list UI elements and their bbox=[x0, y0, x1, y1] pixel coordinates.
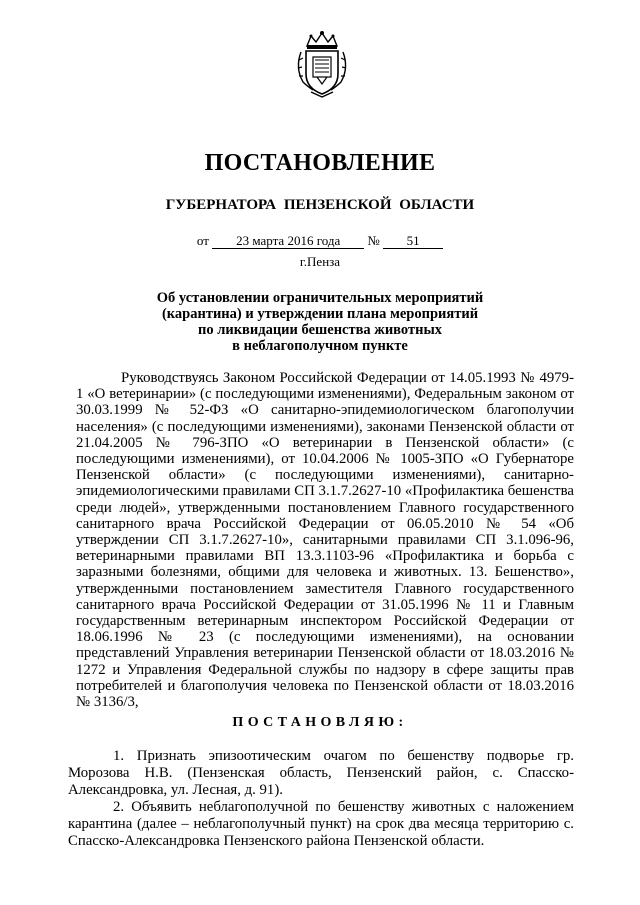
document-date: 23 марта 2016 года bbox=[212, 234, 364, 249]
decree-heading: ПОСТАНОВЛЯЮ: bbox=[232, 715, 408, 730]
document-heading bbox=[120, 290, 520, 354]
document-number: 51 bbox=[383, 234, 443, 249]
city: г.Пенза bbox=[299, 254, 341, 269]
penza-coat-of-arms-icon bbox=[293, 30, 351, 98]
decree-item: 2. Объявить неблагополучной по бешенству животных с наложением карантина (далее – неблагополучный пункт) на срок два месяца территорию с. Спасско-Александровка Пензенского района Пензенской области. bbox=[68, 799, 574, 849]
issuer-title: ГУБЕРНАТОРА ПЕНЗЕНСКОЙ ОБЛАСТИ bbox=[165, 197, 475, 213]
date-prefix: от bbox=[196, 233, 209, 248]
heading-line: (карантина) и утверждении плана мероприятий bbox=[161, 306, 479, 322]
number-label: № bbox=[367, 233, 380, 248]
date-number-line bbox=[0, 233, 640, 249]
document-title: ПОСТАНОВЛЕНИЕ bbox=[204, 150, 436, 176]
decree-item: 1. Признать эпизоотическим очагом по бешенству подворье гр. Морозова Н.В. (Пензенская область, Пензенский район, с. Спасско-Александровка, ул. Лесная, д. 91). bbox=[68, 748, 574, 798]
preamble-paragraph: Руководствуясь Законом Российской Федерации от 14.05.1993 № 4979-1 «О ветеринарии» (с последующими изменениями), Федеральным законом от 30.03.1999 № 52-ФЗ «О санитарно-эпидемиологическом благополучии населения» (с последующими изменениями), законами Пензенской области от 21.04.2005 № 796-ЗПО «О ветеринарии в Пензенской области» (с последующими изменениями), от 10.04.2006 № 1005-ЗПО «О Губернаторе Пензенской области» (с последующими изменениями), санитарно-эпидемиологическими правилами СП 3.1.7.2627-10 «Профилактика бешенства среди людей», утвержденными постановлением Главного государственного санитарного врача Российской Федерации от 06.05.2010 № 54 «Об утверждении СП 3.1.7.2627-10», санитарными правилами СП 3.1.096-96, ветеринарными правилами ВП 13.3.1103-96 «Профилактика и борьба с заразными болезнями, общими для человека и животных. 13. Бешенство», утвержденными постановлением заместителя Главного государственного санитарного врача Российской Федерации от 31.05.1996 № 11 и Главным государственным ветеринарным инспектором Российской Федерации от 18.06.1996 № 23 (с последующими изменениями), на основании представлений Управления ветеринарии Пензенской области от 18.03.2016 № 1272 и Управления Федеральной службы по надзору в сфере защиты прав потребителей и благополучия человека по Пензенской области от 18.03.2016 № 3136/3, bbox=[76, 370, 574, 711]
decree-items bbox=[68, 748, 574, 850]
heading-line: Об установлении ограничительных мероприятий bbox=[156, 290, 484, 306]
heading-line: по ликвидации бешенства животных bbox=[197, 322, 443, 338]
heading-line: в неблагополучном пункте bbox=[232, 338, 408, 354]
